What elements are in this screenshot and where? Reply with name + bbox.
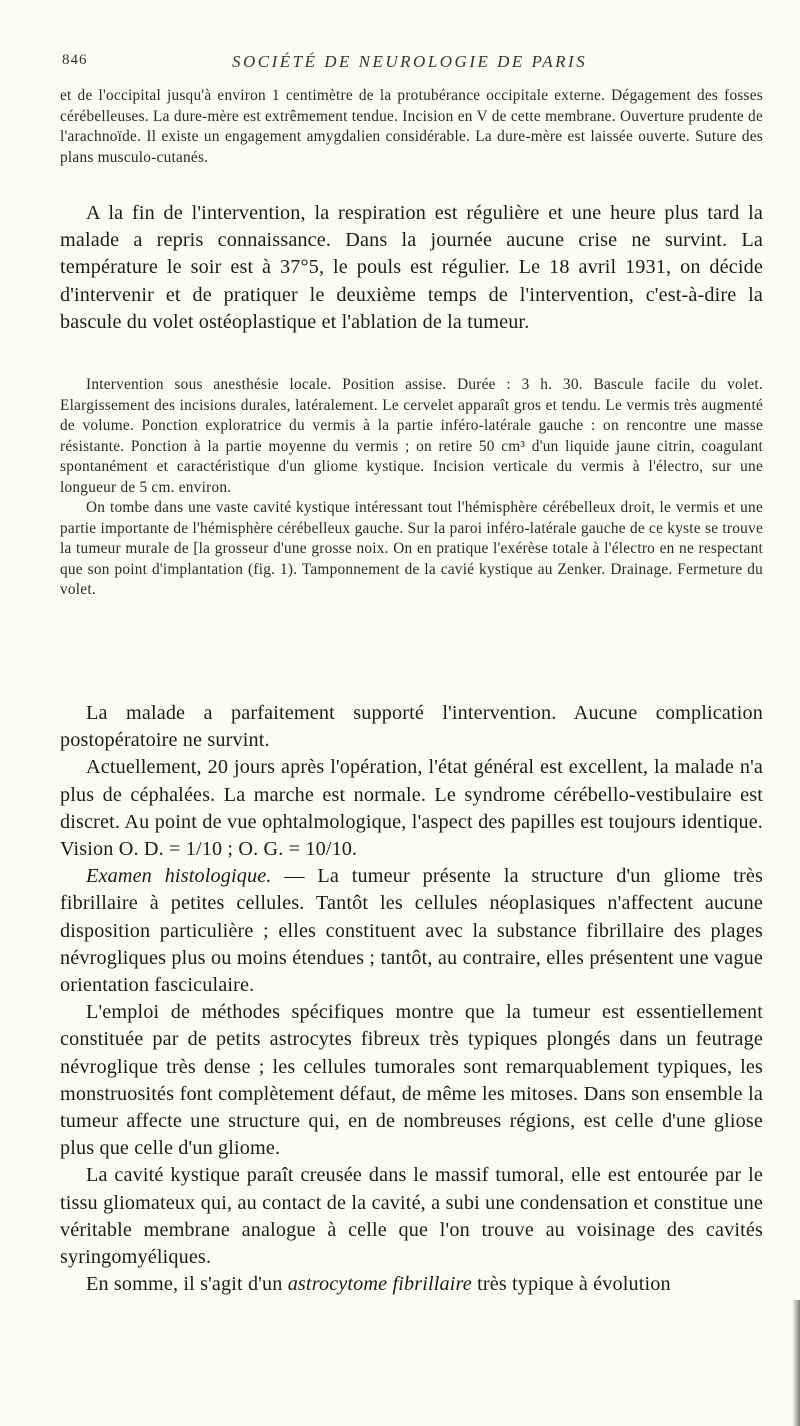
histology-paragraph	[60, 863, 763, 999]
conclusion-text-end: très typique à évolution	[471, 1273, 671, 1296]
conclusion-text-start: En somme, il s'agit d'un	[86, 1273, 288, 1296]
operative-note-paragraph: On tombe dans une vaste cavité kystique intéressant tout l'hémisphère cérébelleux droit, le vermis et une partie importante de l'hémisphère cérébelleux gauche. Sur la paroi inféro-latérale gauche de ce kyste se trouve la tumeur murale de [la grosseur d'une grosse noix. On en pratique l'exérèse totale à l'électro en ne respectant que son point d'implantation (fig. 1). Tamponnement de la cavié kystique au Zenker. Drainage. Fermeture du volet.	[60, 499, 763, 598]
main-paragraph: La malade a parfaitement supporté l'intervention. Aucune complication postopératoire ne survint.	[60, 702, 763, 752]
main-text	[60, 700, 763, 1298]
histology-text: — La tumeur présente la structure d'un gliome très fibrillaire à petites cellules. Tantôt les cellules néoplasiques n'affectent aucune disposition particulière ; elles constituent avec la substance fibrillaire des plages névrogliques plus ou moins étendues ; tantôt, au contraire, elles présentent une vague orientation fasciculaire.	[60, 865, 763, 997]
page-edge-shadow	[792, 1300, 800, 1426]
diagnosis-emphasis: astrocytome fibrillaire	[287, 1273, 472, 1296]
histology-heading: Examen histologique.	[86, 865, 272, 888]
opening-note-text: et de l'occipital jusqu'à environ 1 centimètre de la protubérance occipitale externe. Dégagement des fosses cérébelleuses. La dure-mère est extrêmement tendue. Incision en V de cette membrane. Ouverture prudente de l'arachnoïde. Il existe un engagement amygdalien considérable. La dure-mère est laissée ouverte. Suture des plans musculo-cutanés.	[60, 87, 763, 166]
main-paragraph: L'emploi de méthodes spécifiques montre que la tumeur est essentiellement constituée par de petits astrocytes fibreux très typiques plongés dans un feutrage névroglique très dense ; les cellules tumorales sont remarquablement typiques, les monstruosités font complètement défaut, de même les mitoses. Dans son ensemble la tumeur affecte une structure qui, en de nombreuses régions, est celle d'une gliose plus que celle d'un gliome.	[60, 1001, 763, 1160]
main-paragraph: Actuellement, 20 jours après l'opération, l'état général est excellent, la malade n'a plus de céphalées. La marche est normale. Le syndrome cérébello-vestibulaire est discret. Au point de vue ophtalmologique, l'aspect des papilles est toujours identique. Vision O. D. = 1/10 ; O. G. = 10/10.	[60, 756, 763, 861]
operative-note-paragraph: Intervention sous anesthésie locale. Position assise. Durée : 3 h. 30. Bascule facile du volet. Elargissement des incisions durales, latéralement. Le cervelet apparaît gros et tendu. Le vermis très augmenté de volume. Ponction exploratrice du vermis à la partie inféro-latérale gauche : on rencontre une masse résistante. Ponction à la partie moyenne du vermis ; on retire 50 cm³ d'un liquide jaune citrin, coagulant spontanément et caractéristique d'un gliome kystique. Incision verticale du vermis à l'électro, sur une longueur de 5 cm. environ.	[60, 376, 763, 496]
journal-title: SOCIÉTÉ DE NEUROLOGIE DE PARIS	[232, 52, 588, 71]
page-number: 846	[62, 52, 88, 68]
post-intervention-paragraph	[60, 200, 763, 336]
running-head	[62, 52, 752, 74]
post-intervention-text: A la fin de l'intervention, la respiration est régulière et une heure plus tard la malade a repris connaissance. Dans la journée aucune crise ne survint. La température le soir est à 37°5, le pouls est régulier. Le 18 avril 1931, on décide d'intervenir et de pratiquer le deuxième temps de l'intervention, c'est-à-dire la bascule du volet ostéoplastique et l'ablation de la tumeur.	[60, 202, 763, 333]
operative-notes	[60, 375, 763, 601]
conclusion-paragraph	[60, 1271, 763, 1298]
opening-note	[60, 86, 763, 168]
main-paragraph: La cavité kystique paraît creusée dans le massif tumoral, elle est entourée par le tissu gliomateux qui, au contact de la cavité, a subi une condensation et constitue une véritable membrane analogue à celle que l'on trouve au voisinage des cavités syringomyéliques.	[60, 1164, 763, 1269]
